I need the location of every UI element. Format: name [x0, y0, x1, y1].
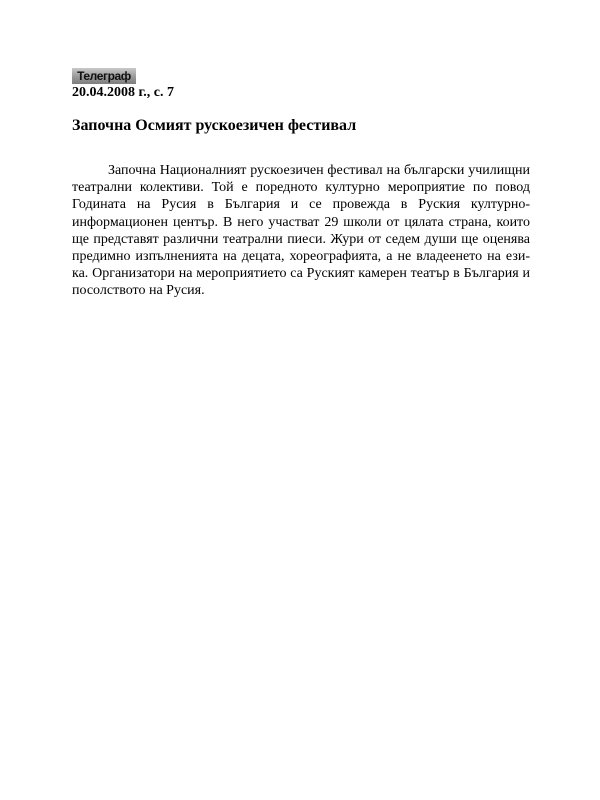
newspaper-logo: [72, 68, 136, 84]
article-title: Започна Осмият рускоезичен фестивал: [72, 117, 357, 134]
newspaper-logo-text: Телеграф: [77, 69, 131, 83]
article-body: Започна Националният рускоезичен фестивал на български училищни театрални колективи. Той е поредното културно мероприятие по повод Годината на Русия в България и се провежда в Руския културно-информационен център. В него участват 29 школи от цялата страна, които ще представят различни театрални пиеси. Жури от седем души ще оценява предимно изпълненията на децата, хореографията, а не владеенето на ези-ка. Организатори на мероприятието са Руският камерен театър в България и посолството на Русия.: [72, 163, 530, 299]
publication-date-page: 20.04.2008 г., с. 7: [72, 85, 174, 100]
